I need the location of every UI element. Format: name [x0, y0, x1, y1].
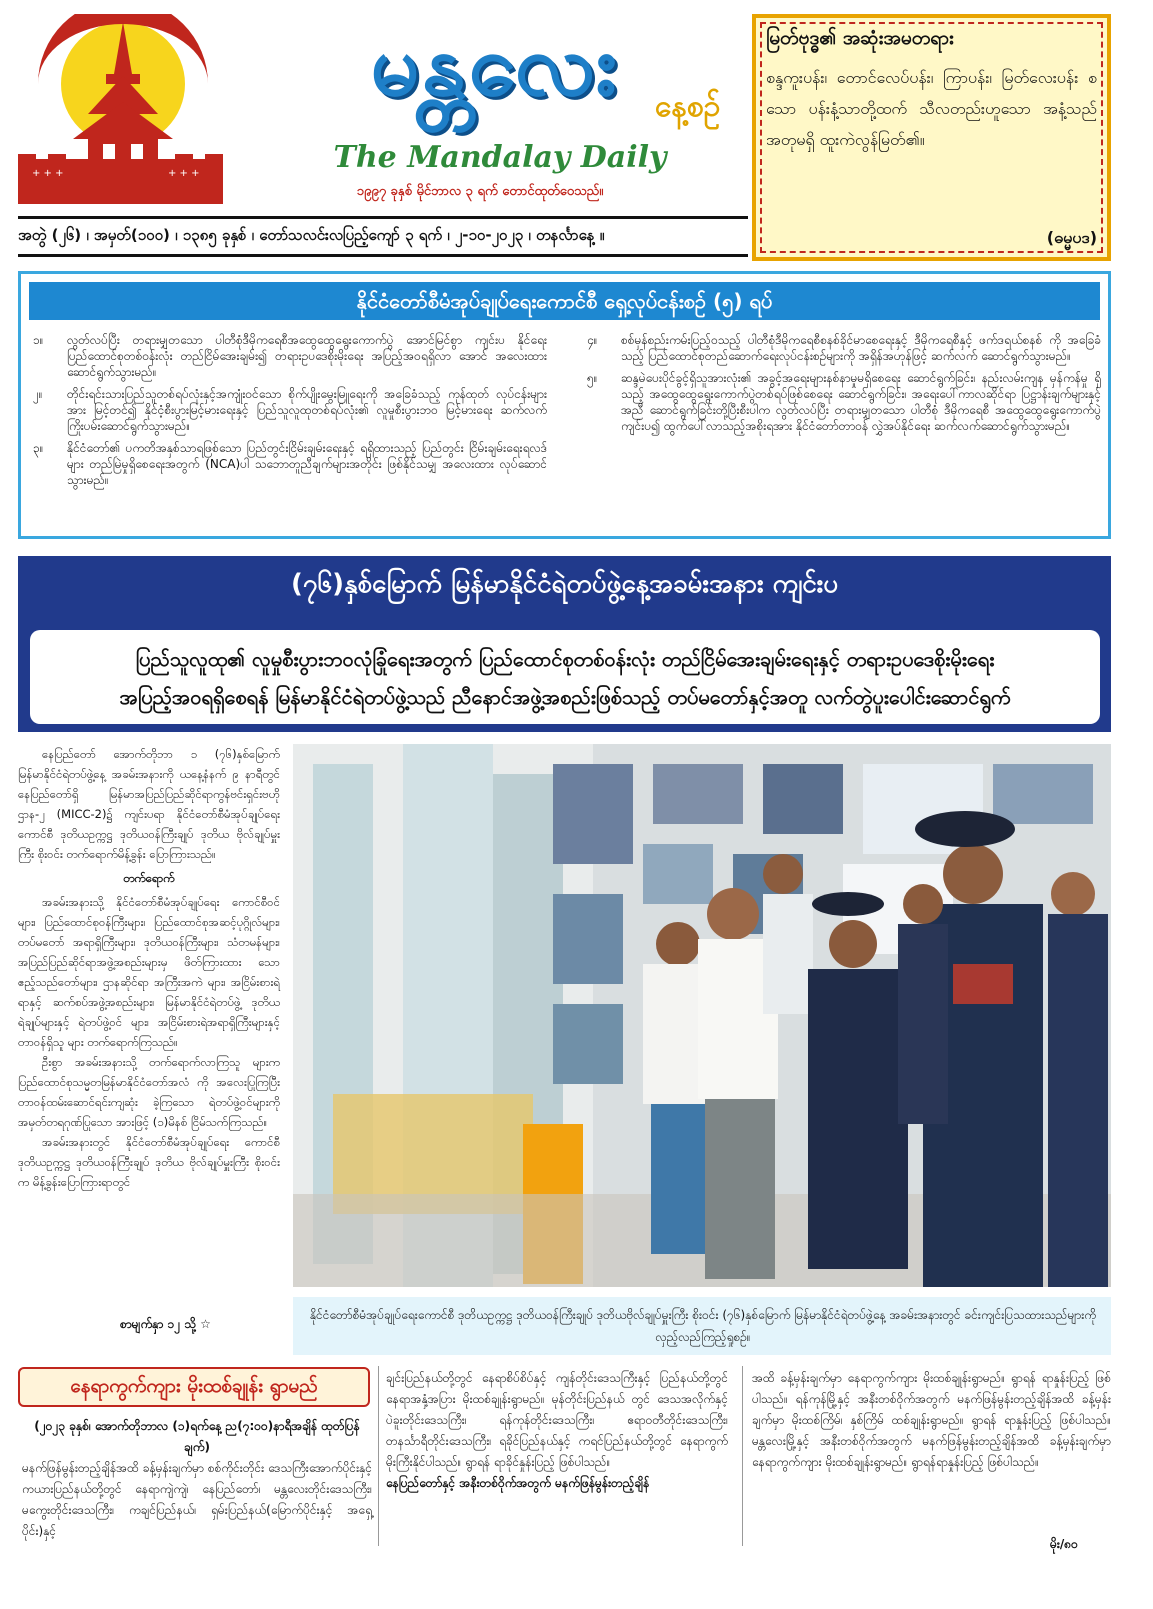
article-paragraph: အခမ်းအနားတွင် နိုင်ငံတော်စီမံအုပ်ချုပ်ရေး ကောင်စီ ဒုတိယဥက္ကဋ္ဌ ဒုတိယဝန်ကြီးချုပ် ဒုတိယ ဗိုလ်ချုပ်မှူးကြီး စိုးဝင်းက မိန့်ခွန်းပြောကြားရာတွင်: [18, 1135, 280, 1189]
column-divider: [378, 1366, 379, 1546]
event-photo: [293, 744, 1111, 1287]
founded-line: ၁၉၉၇ ခုနှစ် မိုင်ဘာလ ၃ ရက် တောင်ထုတ်ဝေသည်။: [356, 184, 604, 199]
objective-text: စစ်မှန်စည်းကမ်းပြည့်ဝသည့် ပါတီစုံဒီမိုကရေစီစနစ်ခိုင်မာစေရေးနှင့် ဒီမိုကရေစီနှင့် ဖက်ဒရယ်စနစ် ကို အခြေခံသည့် ပြည်ထောင်စုတည်ဆောက်ရေးလုပ်ငန်းစဉ်များကို အရှိန်အဟုန်ဖြင့် ဆက်လက် ဆောင်ရွက်သွားမည်။: [621, 333, 1101, 363]
weather-subheading: နေပြည်တော်နှင့် အနီးတစ်ဝိုက်အတွက် မနက်ဖြန်မွန်းတည့်ချိန်: [386, 1476, 650, 1490]
objective-text: နိုင်ငံတော်၏ ပကတိအနှစ်သာရဖြစ်သော ပြည်တွင်းငြိမ်းချမ်းရေးနှင့် ရရှိထားသည့် ပြည်တွင်း ငြိမ်းချမ်းရေးရလဒ်များ တည်မြဲမှုရှိစေရေးအတွက် (NCA)ပါ သဘောတူညီချက်များအတိုင်း ဖြစ်နိုင်သမျှ အလေးထား လုပ်ဆောင်သွားမည်။: [67, 441, 547, 487]
objectives-heading: နိုင်ငံတော်စီမံအုပ်ချုပ်ရေးကောင်စီ ရှေ့လုပ်ငန်းစဉ် (၅) ရပ်: [29, 282, 1100, 320]
lead-article: [18, 744, 280, 1192]
notice-source: (ဓမ္မပဒ): [1046, 228, 1097, 247]
weather-text: ချင်းပြည်နယ်တို့တွင် နေရာစိပ်စိပ်နှင့် ကျန်တိုင်းဒေသကြီးနှင့် ပြည်နယ်တို့တွင် နေရာအနှံ့အပြား မိုးထစ်ချုန်းရွာမည်။ မုန်တိုင်းပြည်နယ် တွင် ဒေသအလိုက်နှင့် ပဲခူးတိုင်းဒေသကြီး၊ ရန်ကုန်တိုင်းဒေသကြီး၊ ဧရာဝတီတိုင်းဒေသကြီး၊ တနင်္သာရီတိုင်းဒေသကြီး၊ ရခိုင်ပြည်နယ်နှင့် ကရင်ပြည်နယ်တို့တွင် နေရာကွက် မိုးကြီးနိုင်ပါသည်။ ရွာရန် ရာခိုင်နှုန်းပြည့် ဖြစ်ပါသည်။: [386, 1371, 728, 1469]
masthead-rule-bottom: [18, 254, 748, 257]
buddha-teaching-box: [752, 14, 1111, 261]
objectives-left-column: [27, 332, 547, 494]
objective-number: ၄။: [587, 333, 598, 347]
weather-text: အထိ ခန့်မှန်းချက်မှာ နေရာကွက်ကျား မိုးထစ်ချုန်းရွာမည်။ ရွာရန် ရာနှုန်းပြည့် ဖြစ်ပါသည်။ ရန်ကုန်မြို့နှင့် အနီးတစ်ဝိုက်အတွက် မနက်ဖြန်မွန်းတည့်ချိန်အထိ ခန့်မှန်းချက်မှာ မိုးထစ်ကြိမ်၊ နှစ်ကြိမ် ထစ်ချုန်းရွာမည်။ ရွာရန် ရာနှုန်းပြည့် ဖြစ်ပါသည်။ မန္တလေးမြို့နှင့် အနီးတစ်ဝိုက်အတွက် မနက်ဖြန်မွန်းတည့်ချိန်အထိ ခန့်မှန်းချက်မှာ နေရာကွက်ကျား မိုးထစ်ချုန်းရွာမည်။ ရွာရန်ရာနှုန်းပြည့် ဖြစ်ပါသည်။: [752, 1371, 1111, 1469]
objective-item: [581, 332, 1101, 364]
objective-item: [27, 386, 547, 434]
objective-item: [27, 332, 547, 380]
headline-subtitle: [40, 640, 1090, 716]
headline-subtitle-line2: အပြည့်အဝရရှိစေရန် မြန်မာနိုင်ငံရဲတပ်ဖွဲ့သည် ညီနောင်အဖွဲ့အစည်းဖြစ်သည့် တပ်မတော်နှင့်အတူ လက်တွဲပူးပေါင်းဆောင်ရွက်: [119, 685, 1011, 709]
weather-text: မနက်ဖြန်မွန်းတည့်ချိန်အထိ ခန့်မှန်းချက်မှာ စစ်ကိုင်းတိုင်း ဒေသကြီးအောက်ပိုင်းနှင့် ကယားပြည်နယ်တို့တွင် နေရာကျဲကျဲ၊ နေပြည်တော်၊ မန္တလေးတိုင်းဒေသကြီး၊ မကွေးတိုင်းဒေသကြီး၊ ကချင်ပြည်နယ်၊ ရှမ်းပြည်နယ်(မြောက်ပိုင်းနှင့် အရှေ့ပိုင်း)နှင့်: [22, 1461, 372, 1538]
objective-item: [581, 370, 1101, 434]
pagoda-logo: [18, 14, 223, 204]
objectives-box: [18, 271, 1111, 539]
issue-line: အတွဲ (၂၆) ၊ အမှတ်(၁၀၀) ၊ ၁၃၈၅ ခုနှစ် ၊ တော်သလင်းလပြည့်ကျော် ၃ ရက် ၊ ၂-၁၀-၂၀၂၃ ၊ တနင်္လာနေ့ ။: [18, 226, 605, 244]
weather-heading: နေရာကွက်ကျား မိုးထစ်ချုန်း ရွာမည်: [70, 1375, 318, 1397]
column-divider: [742, 1366, 743, 1546]
article-paragraph: အခမ်းအနားသို့ နိုင်ငံတော်စီမံအုပ်ချုပ်ရေး ကောင်စီဝင်များ၊ ပြည်ထောင်စုဝန်ကြီးများ၊ ပြည်ထောင်စုအဆင့်ပုဂ္ဂိုလ်များ၊ တပ်မတော် အရာရှိကြီးများ၊ ဒုတိယဝန်ကြီးများ၊ သံတမန်များ၊ အပြည်ပြည်ဆိုင်ရာအဖွဲ့အစည်းများမှ ဖိတ်ကြားထား သော ဧည့်သည်တော်များ၊ ဌာနဆိုင်ရာ အကြီးအကဲ များ၊ အငြိမ်းစားရဲရာနှင့် ဆက်စပ်အဖွဲ့အစည်းများ၊ မြန်မာနိုင်ငံရဲတပ်ဖွဲ့ ဒုတိယရဲချုပ်များနှင့် ရဲတပ်ဖွဲ့ဝင် များ၊ အငြိမ်းစားရဲအရာရှိကြီးများနှင့် တာဝန်ရှိသူ များ တက်ရောက်ကြသည်။: [18, 895, 280, 1049]
objective-text: ဆန္ဒမဲပေးပိုင်ခွင့်ရှိသူအားလုံး၏ အခွင့်အရေးများနစ်နာမှုမရှိစေရေး ဆောင်ရွက်ခြင်း၊ နည်းလမ်းကျန မှန်ကန်မှု ရှိသည့် အထွေထွေရွေးကောက်ပွဲတစ်ရပ်ဖြစ်စေရေး ဆောင်ရွက်ခြင်း၊ အရေးပေါ်ကာလဆိုင်ရာ ပြဋ္ဌာန်းချက်များနှင့်အညီ ဆောင်ရွက်ခြင်းတို့ပြီးစီးပါက လွတ်လပ်ပြီး တရားမျှတသော ပါတီစုံ ဒီမိုကရေစီ အထွေထွေရွေးကောက်ပွဲကျင်းပ၍ ထွက်ပေါ်လာသည့်အစိုးရအား နိုင်ငံတော်တာဝန် လွှဲအပ်နိုင်ရေး ဆက်လက်ဆောင်ရွက်သွားမည်။: [621, 371, 1101, 433]
objectives-right-column: [581, 332, 1101, 440]
weather-continued: မိုး/၈၀: [1050, 1537, 1078, 1551]
objective-number: ၁။: [33, 333, 44, 347]
article-paragraph: နေပြည်တော် အောက်တိုဘာ ၁ (၇၆)နှစ်မြောက် မြန်မာနိုင်ငံရဲတပ်ဖွဲ့နေ့ အခမ်းအနားကို ယနေ့နံနက် ၉ နာရီတွင် နေပြည်တော်ရှိ မြန်မာအပြည်ပြည်ဆိုင်ရာကွန်ဗင်းရှင်းဗဟိုဌာန-၂ (MICC-2)၌ ကျင်းပရာ နိုင်ငံတော်စီမံအုပ်ချုပ်ရေး ကောင်စီ ဒုတိယဥက္ကဋ္ဌ ဒုတိယဝန်ကြီးချုပ် ဒုတိယ ဗိုလ်ချုပ်မှူးကြီး စိုးဝင်း တက်ရောက်မိန့်ခွန်း ပြောကြားသည်။: [18, 747, 280, 861]
objective-item: [27, 440, 547, 488]
svg-text:+ + +: + + +: [168, 168, 200, 179]
notice-title: မြတ်ဗုဒ္ဓ၏ အဆုံးအမတရား: [766, 27, 954, 49]
masthead-rule-top: [18, 216, 748, 219]
weather-column-3: [752, 1368, 1111, 1473]
objective-number: ၂။: [33, 387, 43, 401]
objective-text: လွတ်လပ်ပြီး တရားမျှတသော ပါတီစုံဒီမိုကရေစီအထွေထွေရွေးကောက်ပွဲ အောင်မြင်စွာ ကျင်းပ နိုင်ရေး ပြည်ထောင်စုတစ်ဝန်းလုံး တည်ငြိမ်အေးချမ်း၍ တရားဥပဒေစိုးမိုးရေး အပြည့်အဝရရှိလာ အောင် အလေးထားဆောင်ရွက်သွားမည်။: [67, 333, 547, 379]
masthead-title: မန္တလေး: [370, 14, 620, 115]
objective-text: တိုင်းရင်းသားပြည်သူတစ်ရပ်လုံးနှင့်အကျုံးဝင်သော စိုက်ပျိုးမွေးမြူရေးကို အခြေခံသည့် ကုန်ထုတ် လုပ်ငန်းများအား မြင့်တင်၍ နိုင်ငံ့စီးပွားမြင့်မားရေးနှင့် ပြည်သူလူထုတစ်ရပ်လုံး၏ လူမှုစီးပွားဘဝ မြင့်မားရေး ဆက်လက်ကြိုးပမ်းဆောင်ရွက်သွားမည်။: [67, 387, 547, 433]
headline-subtitle-line1: ပြည်သူလူထု၏ လူမှုစီးပွားဘဝလုံခြုံရေးအတွက် ပြည်ထောင်စုတစ်ဝန်းလုံး တည်ငြိမ်အေးချမ်းရေးနှင့် တရားဥပဒေစိုးမိုးရေး: [135, 647, 995, 671]
weather-dateline: (၂၀၂၃ ခုနှစ်၊ အောက်တိုဘာလ (၁)ရက်နေ့ ည(၇:၀၀)နာရီအချိန် ထုတ်ပြန်ချက်): [34, 1419, 360, 1454]
article-subheading: တက်ရောက်: [123, 871, 175, 885]
masthead-suffix: နေ့စဉ်: [655, 89, 721, 124]
article-paragraph: ဦးစွာ အခမ်းအနားသို့ တက်ရောက်လာကြသူ များက ပြည်ထောင်စုသမ္မတမြန်မာနိုင်ငံတော်အလံ ကို အလေးပြုကြပြီး တာဝန်ထမ်းဆောင်ရင်းကျဆုံး ခဲ့ကြသော ရဲတပ်ဖွဲ့ဝင်များကို အမှတ်တရဂုဏ်ပြုသော အားဖြင့် (၁)မိနစ် ငြိမ်သက်ကြသည်။: [18, 1055, 280, 1129]
svg-text:+ + +: + + +: [32, 168, 64, 179]
notice-body: စန္ဒကူးပန်း၊ တောင်လေပ်ပန်း၊ ကြာပန်း၊ မြတ်လေးပန်း စသော ပန်းနံ့သာတို့ထက် သီလတည်းဟူသော အနံ့သည် အတုမရှိ ထူးကဲလွန်မြတ်၏။: [766, 68, 1097, 149]
photo-caption: နိုင်ငံတော်စီမံအုပ်ချုပ်ရေးကောင်စီ ဒုတိယဥက္ကဋ္ဌ ဒုတိယဝန်ကြီးချုပ် ဒုတိယဗိုလ်ချုပ်မှူးကြီး စိုးဝင်း (၇၆)နှစ်မြောက် မြန်မာနိုင်ငံရဲတပ်ဖွဲ့နေ့ အခမ်းအနားတွင် ခင်းကျင်းပြသထားသည်များကို လှည့်လည်ကြည့်ရှုစဉ်။: [309, 1308, 1097, 1344]
masthead-english-title: The Mandalay Daily: [333, 140, 667, 175]
objective-number: ၅။: [587, 371, 598, 385]
article-continued: စာမျက်နှာ ၁၂ သို့ ☆: [120, 1317, 211, 1331]
objective-number: ၃။: [33, 441, 44, 455]
headline-main: (၇၆)နှစ်မြောက် မြန်မာနိုင်ငံရဲတပ်ဖွဲ့နေ့အခမ်းအနား ကျင်းပ: [290, 569, 839, 599]
weather-column-2: [386, 1368, 728, 1494]
weather-column-1: [22, 1416, 372, 1542]
